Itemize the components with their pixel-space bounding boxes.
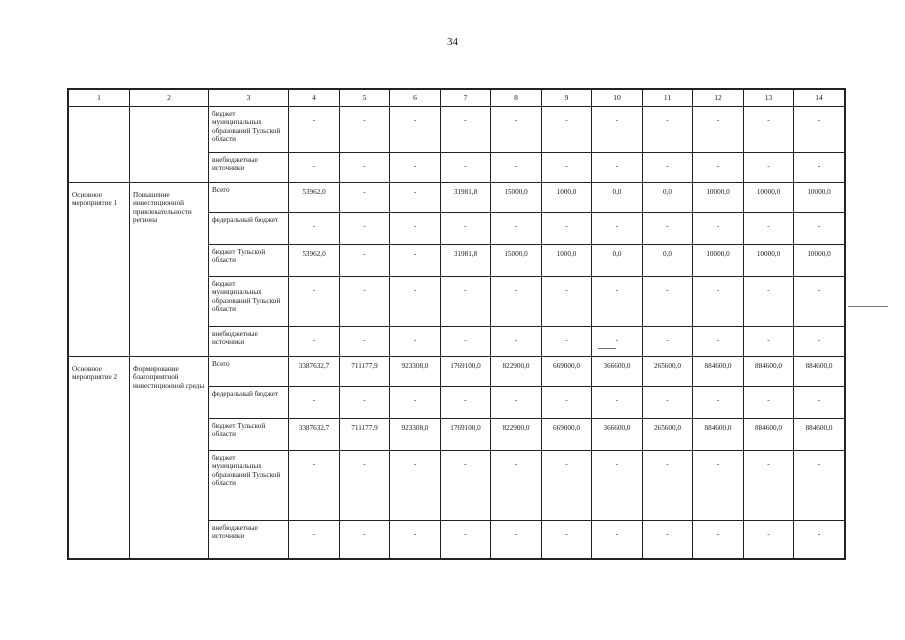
- value-cell: -: [744, 387, 794, 419]
- value-cell: 10000,0: [693, 245, 744, 277]
- col-header-4: 4: [289, 90, 340, 107]
- value-cell: -: [542, 327, 592, 357]
- value-cell: -: [491, 277, 542, 327]
- value-cell: -: [643, 521, 693, 559]
- value-cell: 884600,0: [744, 419, 794, 451]
- value-cell: -: [390, 213, 441, 245]
- funding-source-cell: внебюджетные источники: [209, 521, 289, 559]
- value-cell: 10000,0: [744, 183, 794, 213]
- value-cell: -: [643, 213, 693, 245]
- value-cell: -: [794, 521, 845, 559]
- value-cell: 884600,0: [794, 419, 845, 451]
- value-cell: -: [592, 107, 643, 153]
- value-cell: -: [794, 387, 845, 419]
- value-cell: -: [744, 277, 794, 327]
- value-cell: 10000,0: [744, 245, 794, 277]
- value-cell: -: [289, 277, 340, 327]
- event-name-cell: Повышение инвестиционной привлекательности региона: [130, 183, 209, 357]
- value-cell: -: [693, 277, 744, 327]
- col-header-13: 13: [744, 90, 794, 107]
- col-header-14: 14: [794, 90, 845, 107]
- value-cell: -: [693, 521, 744, 559]
- value-cell: -: [441, 107, 491, 153]
- value-cell: 1000,0: [542, 183, 592, 213]
- value-cell: -: [794, 451, 845, 521]
- value-cell: 923308,0: [390, 419, 441, 451]
- value-cell: -: [340, 245, 390, 277]
- value-cell: -: [441, 521, 491, 559]
- event-cell: [69, 107, 130, 183]
- col-header-5: 5: [340, 90, 390, 107]
- value-cell: 10000,0: [794, 245, 845, 277]
- value-cell: -: [744, 521, 794, 559]
- value-cell: 31981,8: [441, 183, 491, 213]
- value-cell: -: [693, 387, 744, 419]
- value-cell: -: [390, 153, 441, 183]
- value-cell: 1000,0: [542, 245, 592, 277]
- value-cell: 3387632,7: [289, 357, 340, 387]
- value-cell: 53962,0: [289, 245, 340, 277]
- value-cell: -: [491, 521, 542, 559]
- value-cell: 3387632,7: [289, 419, 340, 451]
- value-cell: 0,0: [592, 183, 643, 213]
- value-cell: -: [744, 213, 794, 245]
- col-header-9: 9: [542, 90, 592, 107]
- value-cell: -: [542, 277, 592, 327]
- value-cell: -: [794, 213, 845, 245]
- value-cell: 366600,0: [592, 419, 643, 451]
- value-cell: -: [592, 451, 643, 521]
- value-cell: 711177,9: [340, 419, 390, 451]
- value-cell: 822900,0: [491, 419, 542, 451]
- funding-source-cell: федеральный бюджет: [209, 387, 289, 419]
- value-cell: -: [390, 451, 441, 521]
- value-cell: 15000,0: [491, 183, 542, 213]
- value-cell: -: [390, 387, 441, 419]
- value-cell: -: [289, 521, 340, 559]
- value-cell: -: [340, 521, 390, 559]
- value-cell: 265600,0: [643, 357, 693, 387]
- value-cell: -: [643, 277, 693, 327]
- value-cell: -: [542, 107, 592, 153]
- value-cell: -: [744, 153, 794, 183]
- value-cell: 822900,0: [491, 357, 542, 387]
- col-header-10: 10: [592, 90, 643, 107]
- value-cell: -: [441, 451, 491, 521]
- value-cell: 53962,0: [289, 183, 340, 213]
- value-cell: 0,0: [643, 245, 693, 277]
- table-row: [69, 183, 845, 213]
- value-cell: -: [491, 387, 542, 419]
- funding-source-cell: внебюджетные источники: [209, 327, 289, 357]
- value-cell: -: [340, 277, 390, 327]
- value-cell: -: [794, 107, 845, 153]
- value-cell: 884600,0: [693, 357, 744, 387]
- value-cell: -: [643, 387, 693, 419]
- value-cell: -: [592, 153, 643, 183]
- value-cell: -: [592, 387, 643, 419]
- funding-source-cell: федеральный бюджет: [209, 213, 289, 245]
- budget-table: [68, 89, 845, 559]
- value-cell: 669000,0: [542, 419, 592, 451]
- value-cell: 923308,0: [390, 357, 441, 387]
- value-cell: -: [441, 277, 491, 327]
- value-cell: -: [693, 451, 744, 521]
- value-cell: -: [592, 521, 643, 559]
- value-cell: -: [340, 213, 390, 245]
- value-cell: 15000,0: [491, 245, 542, 277]
- event-cell: Основное мероприятие 2: [69, 357, 130, 559]
- value-cell: -: [390, 183, 441, 213]
- event-name-cell: [130, 107, 209, 183]
- value-cell: -: [693, 327, 744, 357]
- value-cell: 0,0: [592, 245, 643, 277]
- value-cell: -: [441, 387, 491, 419]
- value-cell: 1769100,0: [441, 357, 491, 387]
- value-cell: -: [592, 327, 643, 357]
- scan-mark: [598, 348, 616, 349]
- value-cell: -: [693, 107, 744, 153]
- value-cell: -: [390, 521, 441, 559]
- value-cell: -: [340, 451, 390, 521]
- value-cell: 669000,0: [542, 357, 592, 387]
- value-cell: -: [542, 213, 592, 245]
- value-cell: -: [542, 521, 592, 559]
- value-cell: -: [744, 327, 794, 357]
- page-number: 34: [447, 36, 458, 48]
- value-cell: -: [340, 107, 390, 153]
- value-cell: -: [592, 277, 643, 327]
- value-cell: 884600,0: [794, 357, 845, 387]
- funding-source-cell: Всего: [209, 357, 289, 387]
- value-cell: 0,0: [643, 183, 693, 213]
- value-cell: 265600,0: [643, 419, 693, 451]
- value-cell: -: [491, 327, 542, 357]
- col-header-7: 7: [441, 90, 491, 107]
- value-cell: -: [542, 451, 592, 521]
- value-cell: -: [340, 387, 390, 419]
- funding-source-cell: бюджет муниципальных образований Тульской области: [209, 107, 289, 153]
- table-row: [69, 357, 845, 387]
- value-cell: -: [643, 107, 693, 153]
- value-cell: -: [491, 213, 542, 245]
- value-cell: 711177,9: [340, 357, 390, 387]
- funding-source-cell: бюджет Тульской области: [209, 419, 289, 451]
- value-cell: -: [441, 327, 491, 357]
- value-cell: -: [390, 327, 441, 357]
- funding-source-cell: бюджет Тульской области: [209, 245, 289, 277]
- col-header-1: 1: [69, 90, 130, 107]
- col-header-3: 3: [209, 90, 289, 107]
- value-cell: -: [340, 153, 390, 183]
- value-cell: -: [289, 107, 340, 153]
- funding-source-cell: Всего: [209, 183, 289, 213]
- value-cell: -: [441, 213, 491, 245]
- col-header-2: 2: [130, 90, 209, 107]
- col-header-11: 11: [643, 90, 693, 107]
- value-cell: 10000,0: [794, 183, 845, 213]
- table-row: [69, 107, 845, 153]
- event-cell: Основное мероприятие 1: [69, 183, 130, 357]
- table-body: [69, 107, 845, 559]
- value-cell: -: [289, 327, 340, 357]
- value-cell: -: [542, 387, 592, 419]
- value-cell: -: [744, 451, 794, 521]
- value-cell: -: [340, 183, 390, 213]
- value-cell: -: [744, 107, 794, 153]
- event-name-cell: Формирование благоприятной инвестиционной среды: [130, 357, 209, 559]
- value-cell: 31981,8: [441, 245, 491, 277]
- col-header-6: 6: [390, 90, 441, 107]
- value-cell: -: [794, 277, 845, 327]
- funding-source-cell: бюджет муниципальных образований Тульской области: [209, 277, 289, 327]
- value-cell: -: [289, 451, 340, 521]
- value-cell: -: [643, 153, 693, 183]
- value-cell: -: [794, 153, 845, 183]
- funding-source-cell: бюджет муниципальных образований Тульской области: [209, 451, 289, 521]
- value-cell: -: [390, 245, 441, 277]
- value-cell: -: [693, 153, 744, 183]
- value-cell: -: [289, 213, 340, 245]
- value-cell: -: [289, 387, 340, 419]
- value-cell: -: [390, 107, 441, 153]
- value-cell: -: [592, 213, 643, 245]
- value-cell: -: [441, 153, 491, 183]
- value-cell: -: [491, 153, 542, 183]
- value-cell: -: [643, 451, 693, 521]
- value-cell: 884600,0: [693, 419, 744, 451]
- funding-source-cell: внебюджетные источники: [209, 153, 289, 183]
- scan-mark: [848, 306, 888, 307]
- value-cell: 366600,0: [592, 357, 643, 387]
- value-cell: -: [491, 451, 542, 521]
- value-cell: -: [542, 153, 592, 183]
- col-header-8: 8: [491, 90, 542, 107]
- header-row: [69, 90, 845, 107]
- value-cell: 10000,0: [693, 183, 744, 213]
- value-cell: 1769100,0: [441, 419, 491, 451]
- value-cell: 884600,0: [744, 357, 794, 387]
- value-cell: -: [289, 153, 340, 183]
- value-cell: -: [491, 107, 542, 153]
- value-cell: -: [794, 327, 845, 357]
- value-cell: -: [693, 213, 744, 245]
- value-cell: -: [643, 327, 693, 357]
- value-cell: -: [390, 277, 441, 327]
- col-header-12: 12: [693, 90, 744, 107]
- value-cell: -: [340, 327, 390, 357]
